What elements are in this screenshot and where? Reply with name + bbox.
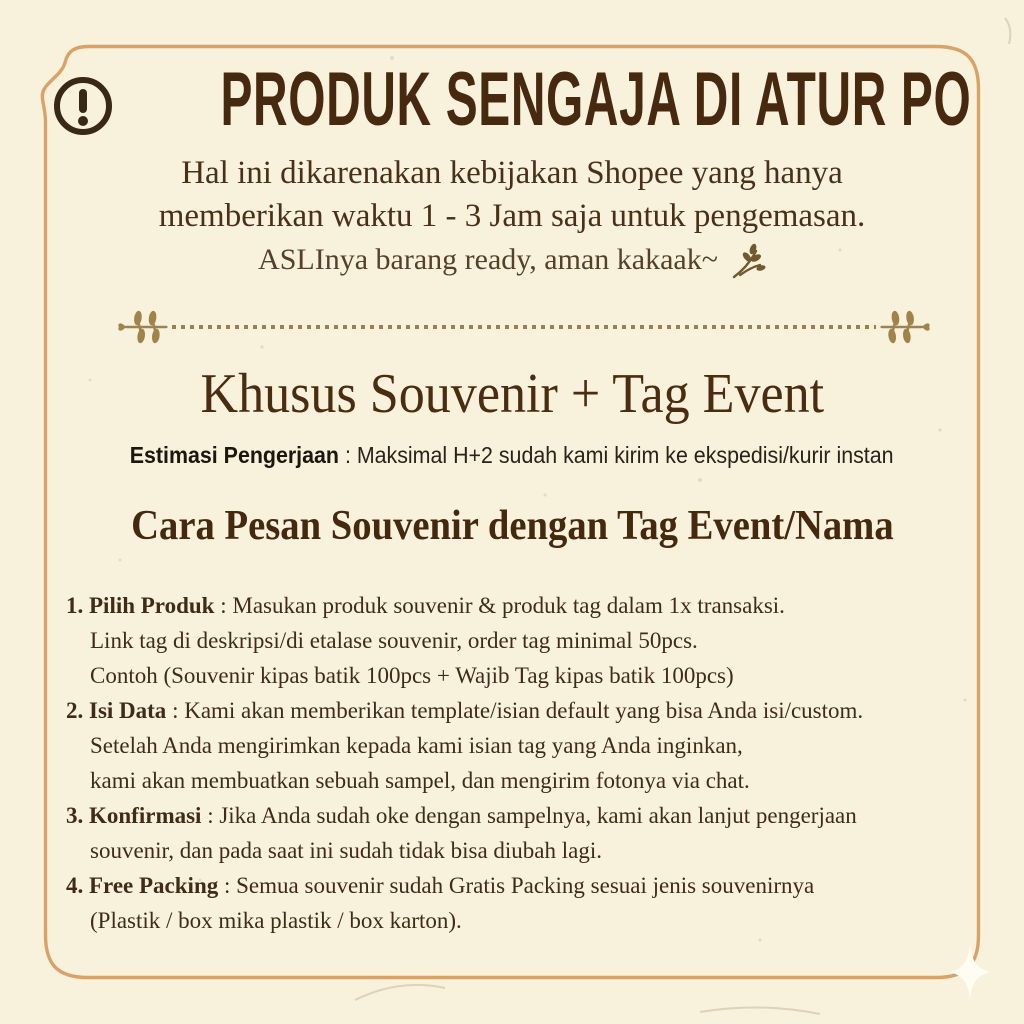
subtitle-line-1: Hal ini dikarenakan kebijakan Shopee yang hanya — [181, 155, 843, 191]
item-first-line — [66, 798, 990, 833]
item-cont-line: Contoh (Souvenir kipas batik 100pcs + Wajib Tag kipas batik 100pcs) — [90, 663, 734, 688]
subtitle-line-2: memberikan waktu 1 - 3 Jam saja untuk pengemasan. — [158, 198, 866, 234]
item-first-text: : Semua souvenir sudah Gratis Packing sesuai jenis souvenirnya — [218, 873, 815, 898]
item-cont-line: kami akan membuatkan sebuah sampel, dan mengirim fotonya via chat. — [90, 768, 750, 793]
estimasi-value: : Maksimal H+2 sudah kami kirim ke ekspedisi/kurir instan — [339, 442, 894, 468]
item-first-line — [66, 693, 990, 728]
item-lead: 4. Free Packing — [66, 873, 219, 898]
item-cont-line: (Plastik / box mika plastik / box karton). — [90, 908, 462, 933]
howto-item — [66, 588, 990, 693]
page-title: PRODUK SENGAJA DI ATUR PO — [220, 57, 972, 142]
estimasi-label: Estimasi Pengerjaan — [130, 442, 340, 468]
item-lead: 3. Konfirmasi — [66, 803, 202, 828]
leaf-branch-icon — [726, 241, 766, 281]
howto-list — [66, 588, 990, 938]
item-first-line — [66, 868, 990, 903]
item-first-text: : Jika Anda sudah oke dengan sampelnya, kami akan lanjut pengerjaan — [201, 803, 857, 828]
item-cont-line: Setelah Anda mengirimkan kepada kami isian tag yang Anda inginkan, — [90, 733, 743, 758]
howto-item — [66, 868, 990, 938]
dotted-line — [172, 325, 876, 329]
note-text: ASLInya barang ready, aman kakaak~ — [258, 243, 718, 276]
note-row — [0, 241, 1024, 281]
section-heading: Khusus Souvenir + Tag Event — [200, 363, 824, 425]
subtitle — [0, 152, 1024, 238]
section-heading-row — [0, 363, 1024, 425]
howto-heading-row — [0, 502, 1024, 550]
leaf-ornament-left — [116, 309, 168, 345]
item-first-text: : Masukan produk souvenir & produk tag dalam 1x transaksi. — [214, 593, 785, 618]
item-lead: 2. Isi Data — [66, 698, 167, 723]
item-cont-line: Link tag di deskripsi/di etalase souvenir, order tag minimal 50pcs. — [90, 628, 698, 653]
leaf-ornament-right — [880, 309, 932, 345]
howto-item — [66, 693, 990, 798]
howto-heading: Cara Pesan Souvenir dengan Tag Event/Nama — [130, 503, 894, 549]
item-lead: 1. Pilih Produk — [66, 593, 215, 618]
howto-item — [66, 798, 990, 868]
item-cont-line: souvenir, dan pada saat ini sudah tidak bisa diubah lagi. — [90, 838, 602, 863]
sparkle-icon — [950, 944, 990, 1000]
item-first-line — [66, 588, 990, 623]
estimasi-row — [0, 440, 1024, 470]
header — [0, 57, 1024, 142]
section-divider — [116, 310, 932, 344]
item-first-text: : Kami akan memberikan template/isian default yang bisa Anda isi/custom. — [166, 698, 864, 723]
